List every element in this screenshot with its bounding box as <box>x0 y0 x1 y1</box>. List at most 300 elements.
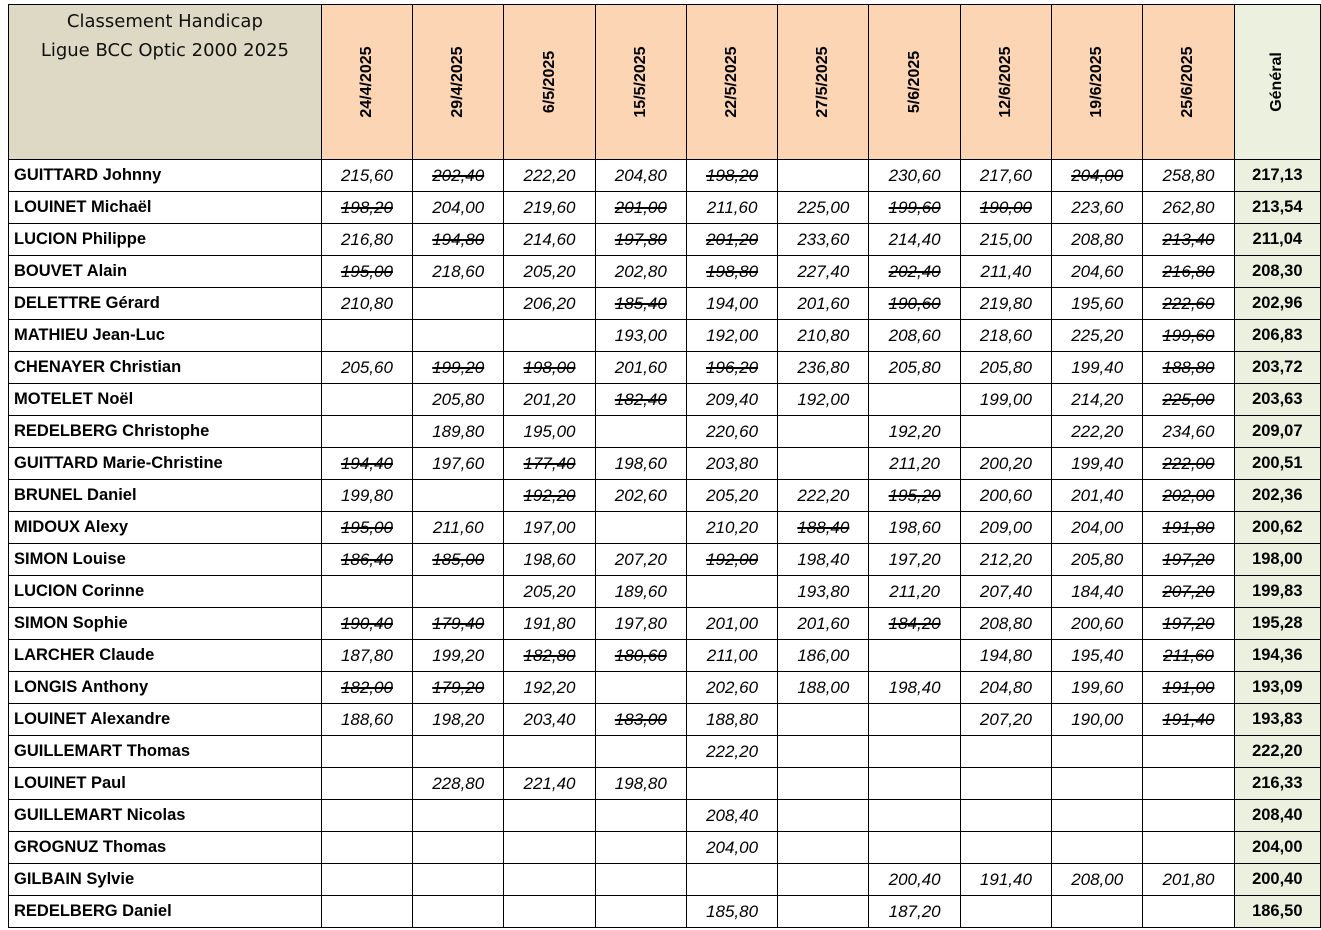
discarded-score-cell[interactable]: 177,40 <box>504 448 595 480</box>
score-cell[interactable] <box>321 896 412 928</box>
score-cell[interactable]: 198,20 <box>413 704 504 736</box>
discarded-score-cell[interactable]: 182,80 <box>504 640 595 672</box>
score-cell[interactable] <box>413 736 504 768</box>
player-name-cell[interactable]: GILBAIN Sylvie <box>9 864 322 896</box>
player-name-cell[interactable]: BOUVET Alain <box>9 256 322 288</box>
score-cell[interactable]: 199,80 <box>321 480 412 512</box>
score-cell[interactable] <box>778 864 869 896</box>
score-cell[interactable]: 220,60 <box>686 416 777 448</box>
score-cell[interactable] <box>321 736 412 768</box>
player-name-cell[interactable]: DELETTRE Gérard <box>9 288 322 320</box>
score-cell[interactable]: 199,00 <box>960 384 1051 416</box>
discarded-score-cell[interactable]: 194,80 <box>413 224 504 256</box>
player-name-cell[interactable]: LUCION Philippe <box>9 224 322 256</box>
discarded-score-cell[interactable]: 197,20 <box>1143 608 1234 640</box>
score-cell[interactable] <box>595 736 686 768</box>
table-row[interactable] <box>9 512 1321 544</box>
score-cell[interactable]: 187,20 <box>869 896 960 928</box>
score-cell[interactable] <box>1143 896 1234 928</box>
score-cell[interactable] <box>321 768 412 800</box>
score-cell[interactable] <box>869 736 960 768</box>
score-cell[interactable]: 198,60 <box>869 512 960 544</box>
player-name-cell[interactable]: GUILLEMART Thomas <box>9 736 322 768</box>
general-average-cell[interactable]: 194,36 <box>1234 640 1320 672</box>
discarded-score-cell[interactable]: 196,20 <box>686 352 777 384</box>
general-average-cell[interactable]: 200,51 <box>1234 448 1320 480</box>
score-cell[interactable]: 190,00 <box>1052 704 1143 736</box>
score-cell[interactable]: 205,80 <box>1052 544 1143 576</box>
score-cell[interactable]: 198,60 <box>595 448 686 480</box>
score-cell[interactable]: 199,40 <box>1052 448 1143 480</box>
discarded-score-cell[interactable]: 191,40 <box>1143 704 1234 736</box>
score-cell[interactable] <box>778 768 869 800</box>
score-cell[interactable]: 207,20 <box>595 544 686 576</box>
score-cell[interactable]: 205,20 <box>686 480 777 512</box>
score-cell[interactable]: 192,20 <box>504 672 595 704</box>
score-cell[interactable] <box>413 800 504 832</box>
score-cell[interactable]: 199,20 <box>413 640 504 672</box>
discarded-score-cell[interactable]: 195,00 <box>321 512 412 544</box>
score-cell[interactable]: 191,40 <box>960 864 1051 896</box>
score-cell[interactable] <box>869 704 960 736</box>
score-cell[interactable] <box>595 416 686 448</box>
discarded-score-cell[interactable]: 198,80 <box>686 256 777 288</box>
score-cell[interactable]: 204,00 <box>1052 512 1143 544</box>
score-cell[interactable] <box>1052 896 1143 928</box>
score-cell[interactable]: 211,20 <box>869 576 960 608</box>
player-name-cell[interactable]: REDELBERG Christophe <box>9 416 322 448</box>
score-cell[interactable]: 203,40 <box>504 704 595 736</box>
score-cell[interactable]: 204,00 <box>686 832 777 864</box>
discarded-score-cell[interactable]: 192,20 <box>504 480 595 512</box>
score-cell[interactable]: 204,80 <box>595 160 686 192</box>
score-cell[interactable]: 201,20 <box>504 384 595 416</box>
score-cell[interactable] <box>1052 832 1143 864</box>
discarded-score-cell[interactable]: 188,40 <box>778 512 869 544</box>
score-cell[interactable] <box>686 768 777 800</box>
player-name-cell[interactable]: REDELBERG Daniel <box>9 896 322 928</box>
score-cell[interactable]: 195,00 <box>504 416 595 448</box>
score-cell[interactable]: 201,40 <box>1052 480 1143 512</box>
score-cell[interactable]: 194,00 <box>686 288 777 320</box>
score-cell[interactable] <box>1052 768 1143 800</box>
score-cell[interactable]: 200,60 <box>960 480 1051 512</box>
score-cell[interactable]: 186,00 <box>778 640 869 672</box>
score-cell[interactable] <box>595 672 686 704</box>
discarded-score-cell[interactable]: 195,00 <box>321 256 412 288</box>
score-cell[interactable]: 209,40 <box>686 384 777 416</box>
discarded-score-cell[interactable]: 207,20 <box>1143 576 1234 608</box>
score-cell[interactable] <box>869 800 960 832</box>
table-row[interactable] <box>9 384 1321 416</box>
score-cell[interactable]: 200,60 <box>1052 608 1143 640</box>
discarded-score-cell[interactable]: 202,40 <box>869 256 960 288</box>
score-cell[interactable]: 208,40 <box>686 800 777 832</box>
player-name-cell[interactable]: SIMON Sophie <box>9 608 322 640</box>
score-cell[interactable]: 201,00 <box>686 608 777 640</box>
discarded-score-cell[interactable]: 186,40 <box>321 544 412 576</box>
player-name-cell[interactable]: GUITTARD Marie-Christine <box>9 448 322 480</box>
score-cell[interactable] <box>321 384 412 416</box>
general-average-cell[interactable]: 217,13 <box>1234 160 1320 192</box>
score-cell[interactable]: 212,20 <box>960 544 1051 576</box>
score-cell[interactable]: 200,20 <box>960 448 1051 480</box>
score-cell[interactable] <box>778 896 869 928</box>
player-name-cell[interactable]: LARCHER Claude <box>9 640 322 672</box>
score-cell[interactable]: 192,00 <box>778 384 869 416</box>
score-cell[interactable]: 214,60 <box>504 224 595 256</box>
score-cell[interactable] <box>869 384 960 416</box>
general-average-cell[interactable]: 200,40 <box>1234 864 1320 896</box>
score-cell[interactable]: 195,60 <box>1052 288 1143 320</box>
score-cell[interactable]: 198,40 <box>869 672 960 704</box>
discarded-score-cell[interactable]: 222,60 <box>1143 288 1234 320</box>
score-cell[interactable] <box>321 864 412 896</box>
score-cell[interactable]: 199,60 <box>1052 672 1143 704</box>
score-cell[interactable] <box>960 832 1051 864</box>
score-cell[interactable] <box>504 736 595 768</box>
discarded-score-cell[interactable]: 198,20 <box>686 160 777 192</box>
discarded-score-cell[interactable]: 198,20 <box>321 192 412 224</box>
discarded-score-cell[interactable]: 185,00 <box>413 544 504 576</box>
general-average-cell[interactable]: 203,72 <box>1234 352 1320 384</box>
table-row[interactable] <box>9 896 1321 928</box>
score-cell[interactable]: 211,40 <box>960 256 1051 288</box>
score-cell[interactable]: 223,60 <box>1052 192 1143 224</box>
score-cell[interactable]: 188,00 <box>778 672 869 704</box>
score-cell[interactable]: 187,80 <box>321 640 412 672</box>
general-average-cell[interactable]: 193,09 <box>1234 672 1320 704</box>
score-cell[interactable]: 202,80 <box>595 256 686 288</box>
discarded-score-cell[interactable]: 225,00 <box>1143 384 1234 416</box>
score-cell[interactable]: 199,40 <box>1052 352 1143 384</box>
score-cell[interactable]: 204,80 <box>960 672 1051 704</box>
score-cell[interactable]: 225,20 <box>1052 320 1143 352</box>
discarded-score-cell[interactable]: 179,20 <box>413 672 504 704</box>
player-name-cell[interactable]: MATHIEU Jean-Luc <box>9 320 322 352</box>
score-cell[interactable] <box>869 832 960 864</box>
score-cell[interactable]: 230,60 <box>869 160 960 192</box>
score-cell[interactable] <box>1143 832 1234 864</box>
score-cell[interactable]: 192,20 <box>869 416 960 448</box>
general-average-cell[interactable]: 222,20 <box>1234 736 1320 768</box>
discarded-score-cell[interactable]: 191,80 <box>1143 512 1234 544</box>
score-cell[interactable] <box>504 320 595 352</box>
score-cell[interactable]: 193,00 <box>595 320 686 352</box>
general-average-cell[interactable]: 186,50 <box>1234 896 1320 928</box>
score-cell[interactable] <box>595 832 686 864</box>
player-name-cell[interactable]: GROGNUZ Thomas <box>9 832 322 864</box>
table-row[interactable] <box>9 672 1321 704</box>
score-cell[interactable]: 202,60 <box>686 672 777 704</box>
score-cell[interactable]: 185,80 <box>686 896 777 928</box>
score-cell[interactable] <box>321 320 412 352</box>
score-cell[interactable]: 234,60 <box>1143 416 1234 448</box>
discarded-score-cell[interactable]: 199,60 <box>1143 320 1234 352</box>
score-cell[interactable]: 236,80 <box>778 352 869 384</box>
score-cell[interactable]: 216,80 <box>321 224 412 256</box>
general-average-cell[interactable]: 216,33 <box>1234 768 1320 800</box>
score-cell[interactable]: 227,40 <box>778 256 869 288</box>
player-name-cell[interactable]: BRUNEL Daniel <box>9 480 322 512</box>
score-cell[interactable]: 204,00 <box>413 192 504 224</box>
general-average-cell[interactable]: 204,00 <box>1234 832 1320 864</box>
score-cell[interactable] <box>413 576 504 608</box>
general-average-cell[interactable]: 211,04 <box>1234 224 1320 256</box>
score-cell[interactable] <box>321 800 412 832</box>
score-cell[interactable]: 197,60 <box>413 448 504 480</box>
table-row[interactable] <box>9 768 1321 800</box>
score-cell[interactable] <box>321 576 412 608</box>
discarded-score-cell[interactable]: 190,40 <box>321 608 412 640</box>
general-average-cell[interactable]: 208,30 <box>1234 256 1320 288</box>
score-cell[interactable]: 206,20 <box>504 288 595 320</box>
player-name-cell[interactable]: LOUINET Alexandre <box>9 704 322 736</box>
general-average-cell[interactable]: 195,28 <box>1234 608 1320 640</box>
score-cell[interactable] <box>778 160 869 192</box>
score-cell[interactable]: 203,80 <box>686 448 777 480</box>
table-row[interactable] <box>9 832 1321 864</box>
score-cell[interactable]: 222,20 <box>778 480 869 512</box>
score-cell[interactable]: 193,80 <box>778 576 869 608</box>
score-cell[interactable]: 218,60 <box>413 256 504 288</box>
score-cell[interactable]: 262,80 <box>1143 192 1234 224</box>
general-average-cell[interactable]: 202,36 <box>1234 480 1320 512</box>
score-cell[interactable]: 215,00 <box>960 224 1051 256</box>
score-cell[interactable]: 258,80 <box>1143 160 1234 192</box>
score-cell[interactable]: 208,80 <box>960 608 1051 640</box>
discarded-score-cell[interactable]: 179,40 <box>413 608 504 640</box>
score-cell[interactable] <box>321 832 412 864</box>
player-name-cell[interactable]: LUCION Corinne <box>9 576 322 608</box>
discarded-score-cell[interactable]: 201,20 <box>686 224 777 256</box>
discarded-score-cell[interactable]: 190,00 <box>960 192 1051 224</box>
score-cell[interactable] <box>413 320 504 352</box>
score-cell[interactable]: 197,80 <box>595 608 686 640</box>
score-cell[interactable]: 233,60 <box>778 224 869 256</box>
table-row[interactable] <box>9 704 1321 736</box>
score-cell[interactable]: 197,20 <box>869 544 960 576</box>
table-row[interactable] <box>9 160 1321 192</box>
score-cell[interactable]: 205,80 <box>413 384 504 416</box>
discarded-score-cell[interactable]: 197,20 <box>1143 544 1234 576</box>
score-cell[interactable]: 211,60 <box>686 192 777 224</box>
discarded-score-cell[interactable]: 211,60 <box>1143 640 1234 672</box>
player-name-cell[interactable]: LOUINET Michaël <box>9 192 322 224</box>
discarded-score-cell[interactable]: 194,40 <box>321 448 412 480</box>
score-cell[interactable] <box>1143 736 1234 768</box>
discarded-score-cell[interactable]: 190,60 <box>869 288 960 320</box>
player-name-cell[interactable]: CHENAYER Christian <box>9 352 322 384</box>
table-row[interactable] <box>9 192 1321 224</box>
player-name-cell[interactable]: LONGIS Anthony <box>9 672 322 704</box>
score-cell[interactable]: 228,80 <box>413 768 504 800</box>
player-name-cell[interactable]: SIMON Louise <box>9 544 322 576</box>
score-cell[interactable]: 197,00 <box>504 512 595 544</box>
table-row[interactable] <box>9 320 1321 352</box>
score-cell[interactable]: 208,60 <box>869 320 960 352</box>
score-cell[interactable]: 211,20 <box>869 448 960 480</box>
discarded-score-cell[interactable]: 182,00 <box>321 672 412 704</box>
score-cell[interactable]: 207,20 <box>960 704 1051 736</box>
score-cell[interactable] <box>869 768 960 800</box>
score-cell[interactable]: 201,60 <box>595 352 686 384</box>
score-cell[interactable] <box>504 832 595 864</box>
score-cell[interactable] <box>413 896 504 928</box>
score-cell[interactable] <box>778 800 869 832</box>
discarded-score-cell[interactable]: 202,00 <box>1143 480 1234 512</box>
general-average-cell[interactable]: 193,83 <box>1234 704 1320 736</box>
score-cell[interactable]: 208,00 <box>1052 864 1143 896</box>
score-cell[interactable]: 204,60 <box>1052 256 1143 288</box>
general-average-cell[interactable]: 199,83 <box>1234 576 1320 608</box>
table-row[interactable] <box>9 480 1321 512</box>
score-cell[interactable] <box>413 832 504 864</box>
player-name-cell[interactable]: MIDOUX Alexy <box>9 512 322 544</box>
score-cell[interactable]: 198,60 <box>504 544 595 576</box>
score-cell[interactable]: 209,00 <box>960 512 1051 544</box>
discarded-score-cell[interactable]: 199,60 <box>869 192 960 224</box>
general-average-cell[interactable]: 206,83 <box>1234 320 1320 352</box>
score-cell[interactable]: 207,40 <box>960 576 1051 608</box>
discarded-score-cell[interactable]: 180,60 <box>595 640 686 672</box>
score-cell[interactable] <box>595 512 686 544</box>
discarded-score-cell[interactable]: 183,00 <box>595 704 686 736</box>
score-cell[interactable]: 205,80 <box>960 352 1051 384</box>
score-cell[interactable]: 222,20 <box>504 160 595 192</box>
score-cell[interactable]: 201,60 <box>778 288 869 320</box>
discarded-score-cell[interactable]: 204,00 <box>1052 160 1143 192</box>
score-cell[interactable]: 202,60 <box>595 480 686 512</box>
score-cell[interactable]: 194,80 <box>960 640 1051 672</box>
score-cell[interactable] <box>1143 800 1234 832</box>
table-row[interactable] <box>9 256 1321 288</box>
score-cell[interactable] <box>504 800 595 832</box>
score-cell[interactable]: 191,80 <box>504 608 595 640</box>
score-cell[interactable]: 201,60 <box>778 608 869 640</box>
general-average-cell[interactable]: 202,96 <box>1234 288 1320 320</box>
score-cell[interactable]: 198,80 <box>595 768 686 800</box>
score-cell[interactable] <box>413 288 504 320</box>
discarded-score-cell[interactable]: 182,40 <box>595 384 686 416</box>
score-cell[interactable] <box>413 480 504 512</box>
score-cell[interactable] <box>1052 736 1143 768</box>
score-cell[interactable] <box>321 416 412 448</box>
score-cell[interactable]: 205,80 <box>869 352 960 384</box>
score-cell[interactable] <box>869 640 960 672</box>
discarded-score-cell[interactable]: 216,80 <box>1143 256 1234 288</box>
score-cell[interactable] <box>960 416 1051 448</box>
general-average-cell[interactable]: 208,40 <box>1234 800 1320 832</box>
score-cell[interactable]: 198,40 <box>778 544 869 576</box>
score-cell[interactable] <box>778 448 869 480</box>
player-name-cell[interactable]: MOTELET Noël <box>9 384 322 416</box>
player-name-cell[interactable]: GUILLEMART Nicolas <box>9 800 322 832</box>
score-cell[interactable] <box>595 896 686 928</box>
table-row[interactable] <box>9 448 1321 480</box>
score-cell[interactable]: 210,80 <box>778 320 869 352</box>
score-cell[interactable]: 210,20 <box>686 512 777 544</box>
score-cell[interactable]: 205,20 <box>504 576 595 608</box>
discarded-score-cell[interactable]: 184,20 <box>869 608 960 640</box>
general-average-cell[interactable]: 200,62 <box>1234 512 1320 544</box>
score-cell[interactable]: 214,20 <box>1052 384 1143 416</box>
score-cell[interactable] <box>504 896 595 928</box>
score-cell[interactable]: 205,60 <box>321 352 412 384</box>
general-average-cell[interactable]: 209,07 <box>1234 416 1320 448</box>
score-cell[interactable]: 211,00 <box>686 640 777 672</box>
score-cell[interactable] <box>778 736 869 768</box>
score-cell[interactable] <box>778 704 869 736</box>
score-cell[interactable] <box>960 768 1051 800</box>
score-cell[interactable]: 189,80 <box>413 416 504 448</box>
score-cell[interactable]: 208,80 <box>1052 224 1143 256</box>
discarded-score-cell[interactable]: 192,00 <box>686 544 777 576</box>
score-cell[interactable]: 215,60 <box>321 160 412 192</box>
score-cell[interactable]: 201,80 <box>1143 864 1234 896</box>
discarded-score-cell[interactable]: 195,20 <box>869 480 960 512</box>
score-cell[interactable] <box>595 800 686 832</box>
discarded-score-cell[interactable]: 198,00 <box>504 352 595 384</box>
score-cell[interactable] <box>504 864 595 896</box>
discarded-score-cell[interactable]: 185,40 <box>595 288 686 320</box>
score-cell[interactable] <box>778 416 869 448</box>
table-row[interactable] <box>9 736 1321 768</box>
score-cell[interactable]: 188,60 <box>321 704 412 736</box>
score-cell[interactable]: 211,60 <box>413 512 504 544</box>
score-cell[interactable]: 219,80 <box>960 288 1051 320</box>
score-cell[interactable] <box>1052 800 1143 832</box>
table-row[interactable] <box>9 864 1321 896</box>
score-cell[interactable]: 217,60 <box>960 160 1051 192</box>
score-cell[interactable] <box>1143 768 1234 800</box>
table-row[interactable] <box>9 544 1321 576</box>
score-cell[interactable]: 214,40 <box>869 224 960 256</box>
score-cell[interactable] <box>686 864 777 896</box>
player-name-cell[interactable]: GUITTARD Johnny <box>9 160 322 192</box>
score-cell[interactable] <box>413 864 504 896</box>
score-cell[interactable] <box>960 736 1051 768</box>
score-cell[interactable]: 210,80 <box>321 288 412 320</box>
discarded-score-cell[interactable]: 202,40 <box>413 160 504 192</box>
table-row[interactable] <box>9 576 1321 608</box>
score-cell[interactable] <box>960 800 1051 832</box>
score-cell[interactable]: 218,60 <box>960 320 1051 352</box>
general-average-cell[interactable]: 198,00 <box>1234 544 1320 576</box>
score-cell[interactable]: 192,00 <box>686 320 777 352</box>
score-cell[interactable]: 195,40 <box>1052 640 1143 672</box>
table-row[interactable] <box>9 416 1321 448</box>
discarded-score-cell[interactable]: 222,00 <box>1143 448 1234 480</box>
score-cell[interactable]: 221,40 <box>504 768 595 800</box>
table-row[interactable] <box>9 640 1321 672</box>
table-row[interactable] <box>9 800 1321 832</box>
table-row[interactable] <box>9 288 1321 320</box>
score-cell[interactable]: 189,60 <box>595 576 686 608</box>
general-average-cell[interactable]: 203,63 <box>1234 384 1320 416</box>
general-average-cell[interactable]: 213,54 <box>1234 192 1320 224</box>
score-cell[interactable] <box>960 896 1051 928</box>
score-cell[interactable]: 225,00 <box>778 192 869 224</box>
discarded-score-cell[interactable]: 191,00 <box>1143 672 1234 704</box>
score-cell[interactable] <box>595 864 686 896</box>
table-row[interactable] <box>9 352 1321 384</box>
score-cell[interactable]: 184,40 <box>1052 576 1143 608</box>
table-row[interactable] <box>9 608 1321 640</box>
score-cell[interactable]: 222,20 <box>1052 416 1143 448</box>
score-cell[interactable]: 188,80 <box>686 704 777 736</box>
score-cell[interactable]: 205,20 <box>504 256 595 288</box>
